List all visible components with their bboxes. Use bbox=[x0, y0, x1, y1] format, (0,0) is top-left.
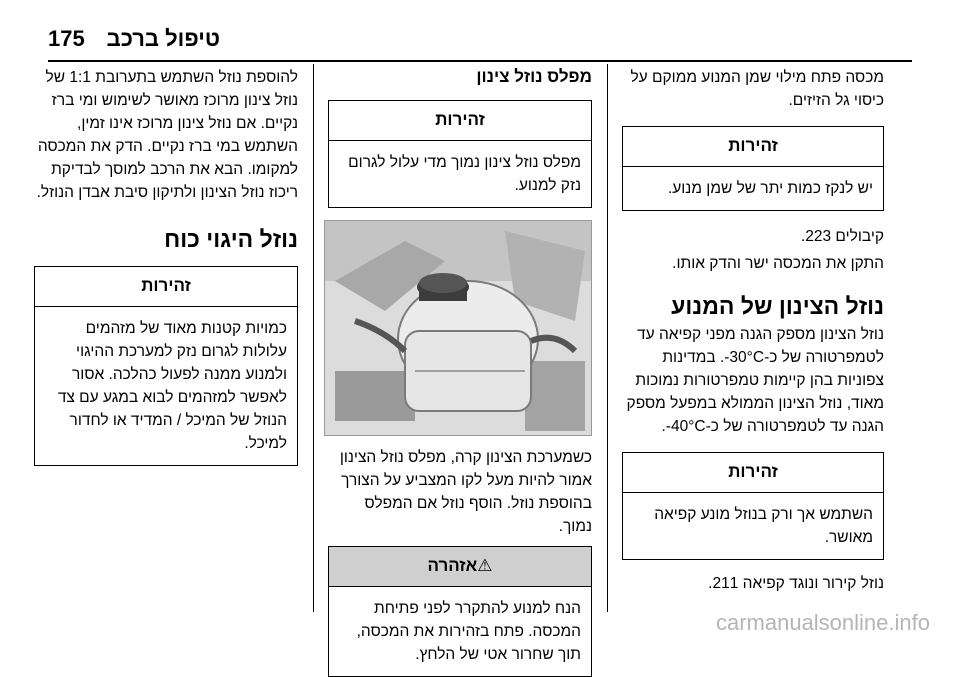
coolant-reservoir-illustration bbox=[325, 221, 591, 435]
coolant-reservoir-photo bbox=[324, 220, 592, 436]
notice-title: זהירות bbox=[329, 101, 591, 141]
notice-coolant-level bbox=[328, 100, 592, 208]
notice-body: יש לנקז כמות יתר של שמן מנוע. bbox=[667, 180, 873, 197]
notice-body: כמויות קטנות מאוד של מזהמים עלולות לגרום נזק למערכת ההיגוי ולמנוע ממנה לפעול כהלכה. אסור לאפשר למזהמים לבוא במגע עם צד הנוזל של המיכל / המדיד או לחדור למיכל. bbox=[57, 320, 287, 452]
install-cap-paragraph: התקן את המכסה ישר והדק אותו. bbox=[672, 255, 884, 272]
notice-body: השתמש אך ורק בנוזל מונע קפיאה מאושר. bbox=[654, 506, 873, 546]
column-middle bbox=[328, 66, 592, 677]
column-right bbox=[622, 66, 884, 595]
header-title: טיפול ברכב bbox=[106, 26, 220, 51]
notice-body: מפלס נוזל צינון נמוך מדי עלול לגרום נזק למנוע. bbox=[348, 154, 581, 194]
notice-title: זהירות bbox=[35, 267, 297, 307]
notice-oil bbox=[622, 126, 884, 211]
warning-title: ⚠אזהרה bbox=[329, 547, 591, 587]
page-number: 175 bbox=[48, 26, 85, 51]
warning-triangle-icon: ⚠ bbox=[477, 556, 493, 575]
coolant-level-paragraph: כשמערכת הצינון קרה, מפלס נוזל הצינון אמור להיות מעל לקו המצביע על הצורך בהוספת נוזל. הוסף נוזל אם המפלס נמוך. bbox=[339, 449, 592, 535]
capacities-reference[interactable]: קיבולים 223. bbox=[800, 228, 884, 245]
coolant-antifreeze-reference[interactable]: נוזל קירור ונוגד קפיאה 211. bbox=[708, 575, 884, 592]
column-divider-right bbox=[607, 64, 608, 612]
column-divider-left bbox=[313, 64, 314, 612]
notice-title: זהירות bbox=[623, 453, 883, 493]
notice-antifreeze bbox=[622, 452, 884, 560]
warning-body: הנח למנוע להתקרר לפני פתיחת המכסה. פתח בזהירות את המכסה, תוך שחרור אטי של הלחץ. bbox=[356, 600, 581, 663]
watermark: carmanualsonline.info bbox=[715, 610, 930, 635]
warning-hot-coolant bbox=[328, 546, 592, 677]
heading-power-steering-fluid: נוזל היגוי כוח bbox=[164, 226, 298, 252]
oil-cap-paragraph: מכסה פתח מילוי שמן המנוע ממוקם על כיסוי גל הזיזים. bbox=[630, 69, 884, 109]
coolant-mix-paragraph: להוספת נוזל השתמש בתערובת 1:1 של נוזל צינון מרוכז מאושר לשימוש ומי ברז נקיים. אם נוזל צינון מרוכז אינו זמין, השתמש במי ברז נקיים. הדק את המכסה למקומו. הבא את הרכב למוסך לבדיקת ריכוז נוזל הצינון ולתיקון סיבת אבדן הנוזל. bbox=[36, 69, 298, 201]
coolant-paragraph: נוזל הצינון מספק הגנה מפני קפיאה עד לטמפרטורה של כ-30°C-. במדינות צפוניות בהן קיימות טמפרטורות נמוכות מאוד, נוזל הצינון הממולא במפעל מספק הגנה עד לטמפרטורה של כ-40°C-. bbox=[626, 326, 884, 435]
column-left bbox=[34, 66, 298, 466]
heading-engine-coolant: נוזל הצינון של המנוע bbox=[671, 293, 884, 319]
notice-title: זהירות bbox=[623, 127, 883, 167]
heading-coolant-level: מפלס נוזל צינון bbox=[476, 67, 592, 86]
notice-power-steering bbox=[34, 266, 298, 466]
header-rule bbox=[48, 60, 912, 62]
